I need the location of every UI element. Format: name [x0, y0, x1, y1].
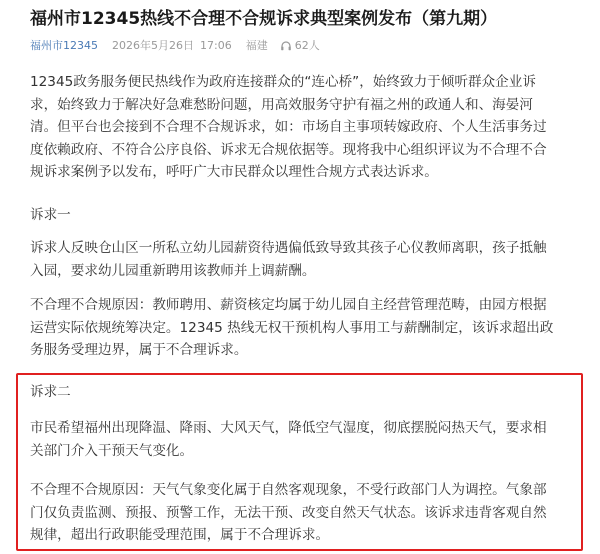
- case2-desc-line: 关部门介入干预天气变化。: [30, 442, 194, 459]
- article-meta: [30, 38, 320, 54]
- case2-heading: 诉求二: [30, 384, 71, 400]
- intro-line: 规诉求案例予以发布，呼吁广大市民群众以理性合规方式表达诉求。: [30, 164, 438, 180]
- case2-reason-line: 不合理不合规原因：天气气象变化属于自然客观现象，不受行政部门人为调控。气象部: [30, 482, 547, 498]
- case2-reason: [30, 479, 578, 547]
- case1-desc-line: 入园，要求幼儿园重新聘用该教师并上调薪酬。: [30, 262, 316, 279]
- article-title: 福州市12345热线不合理不合规诉求典型案例发布（第九期）: [30, 9, 498, 29]
- case1-reason-line: 不合理不合规原因：教师聘用、薪资核定均属于幼儿园自主经营管理范畴，由园方根据: [30, 297, 547, 313]
- case1-reason-line: 务服务受理边界，属于不合理诉求。: [30, 342, 248, 358]
- publish-date: 2026年5月26日: [112, 39, 194, 52]
- intro-line: 清。但平台也会接到不合理不合规诉求，如：市场自主事项转嫁政府、个人生活事务过: [30, 119, 547, 135]
- case1-heading: 诉求一: [30, 207, 71, 223]
- intro-line: 度依赖政府、不符合公序良俗、诉求无合规依据等。现将我中心组织评议为不合理不合: [30, 141, 547, 158]
- headphones-icon: [280, 40, 292, 52]
- intro-line: 12345政务服务便民热线作为政府连接群众的“连心桥”，始终致力于倾听群众企业诉: [30, 74, 536, 90]
- listen-count: 62人: [294, 39, 320, 52]
- source-account-link[interactable]: 福州市12345: [30, 39, 98, 52]
- intro-paragraph: [30, 71, 578, 184]
- case1-desc-line: 诉求人反映仓山区一所私立幼儿园薪资待遇偏低致导致其孩子心仪教师离职，孩子抵触: [30, 240, 547, 256]
- case1-reason: [30, 294, 578, 362]
- case2-reason-line: 规律，超出行政职能受理范围，属于不合理诉求。: [30, 527, 330, 543]
- case1-reason-line: 运营实际依规统筹决定。12345 热线无权干预机构人事用工与薪酬制定，该诉求超出政: [30, 319, 554, 336]
- case2-reason-line: 门仅负责监测、预报、预警工作，无法干预、改变自然天气状态。该诉求违背客观自然: [30, 504, 547, 521]
- case2-desc-line: 市民希望福州出现降温、降雨、大风天气，降低空气湿度，彻底摆脱闷热天气，要求相: [30, 420, 547, 436]
- case2-description: [30, 417, 578, 462]
- case1-description: [30, 237, 578, 282]
- publish-time: 17:06: [200, 39, 232, 52]
- intro-line: 求，始终致力于解决好急难愁盼问题，用高效服务守护有福之州的政通人和、海晏河: [30, 96, 533, 113]
- publish-region: 福建: [245, 39, 268, 52]
- listen-button[interactable]: [280, 38, 320, 54]
